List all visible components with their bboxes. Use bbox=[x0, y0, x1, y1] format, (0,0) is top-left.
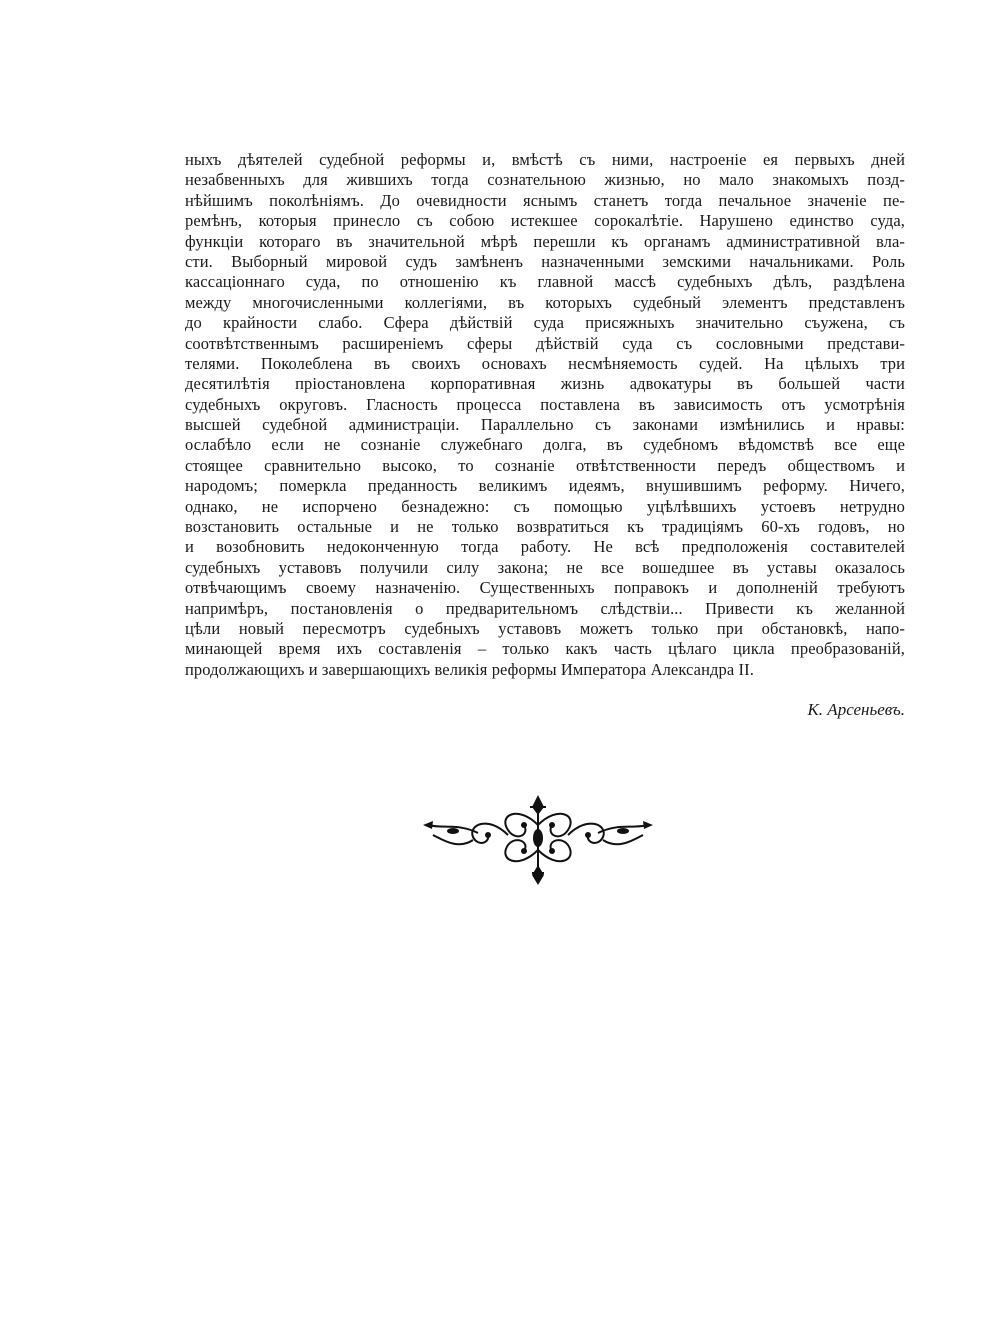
text-line: до крайности слабо. Сфера дѣйствій суда присяжныхъ значительно съужена, съ bbox=[185, 313, 905, 333]
text-line: судебныхъ округовъ. Гласность процесса поставлена въ зависимость отъ усмотрѣнія bbox=[185, 394, 905, 414]
text-line: кассаціоннаго суда, по отношенію къ главной массѣ судебныхъ дѣлъ, раздѣлена bbox=[185, 272, 905, 292]
text-line: отвѣчающимъ своему назначенію. Существенныхъ поправокъ и дополненій требуютъ bbox=[185, 578, 905, 598]
text-line: функціи котораго въ значительной мѣрѣ перешли къ органамъ административной вла- bbox=[185, 231, 905, 251]
text-line: цѣли новый пересмотръ судебныхъ уставовъ можетъ только при обстановкѣ, напо- bbox=[185, 618, 905, 638]
text-line: незабвенныхъ для жившихъ тогда сознательною жизнью, но мало знакомыхъ позд- bbox=[185, 170, 905, 190]
text-line: ремѣнъ, которыя принесло съ собою истекшее сорокалѣтіе. Нарушено единство суда, bbox=[185, 211, 905, 231]
text-line: сти. Выборный мировой судъ замѣненъ назначенными земскими начальниками. Роль bbox=[185, 251, 905, 271]
text-line: десятилѣтія пріостановлена корпоративная жизнь адвокатуры въ большей части bbox=[185, 374, 905, 394]
text-line: народомъ; померкла преданность великимъ идеямъ, внушившимъ реформу. Ничего, bbox=[185, 476, 905, 496]
text-line: минающей время ихъ составленія – только какъ часть цѣлаго цикла преобразованій, bbox=[185, 639, 905, 659]
text-line: ослабѣло если не сознаніе служебнаго долга, въ судебномъ вѣдомствѣ все еще bbox=[185, 435, 905, 455]
text-line: стоящее сравнительно высоко, то сознаніе отвѣтственности передъ обществомъ и bbox=[185, 455, 905, 475]
text-line: телями. Поколеблена въ своихъ основахъ несмѣняемость судей. На цѣлыхъ три bbox=[185, 353, 905, 373]
text-line: между многочисленными коллегіями, въ которыхъ судебный элементъ представленъ bbox=[185, 292, 905, 312]
text-line: нѣйшимъ поколѣніямъ. До очевидности яснымъ станетъ тогда печальное значеніе пе- bbox=[185, 190, 905, 210]
text-line: соотвѣтственнымъ расширеніемъ сферы дѣйствій суда съ сословными представи- bbox=[185, 333, 905, 353]
text-line: однако, не испорчено безнадежно: съ помощью уцѣлѣвшихъ устоевъ нетрудно bbox=[185, 496, 905, 516]
text-line: ныхъ дѣятелей судебной реформы и, вмѣстѣ съ ними, настроеніе ея первыхъ дней bbox=[185, 150, 905, 169]
text-line: высшей судебной администраціи. Параллельно съ законами измѣнились и нравы: bbox=[185, 415, 905, 435]
text-line: напримѣръ, постановленія о предварительномъ слѣдствіи... Привести къ желанной bbox=[185, 598, 905, 618]
author-signature: К. Арсеньевъ. bbox=[807, 700, 905, 719]
body-text bbox=[185, 150, 905, 680]
decorative-ornament-icon bbox=[418, 795, 658, 885]
text-line: судебныхъ уставовъ получили силу закона; не все вошедшее въ уставы оказалось bbox=[185, 557, 905, 577]
text-line: и возобновить недоконченную тогда работу. Не всѣ предположенія составителей bbox=[185, 537, 905, 557]
text-line: возстановить остальные и не только возвратиться къ традиціямъ 60-хъ годовъ, но bbox=[185, 517, 905, 537]
text-line: продолжающихъ и завершающихъ великія реформы Императора Александра II. bbox=[185, 659, 754, 679]
